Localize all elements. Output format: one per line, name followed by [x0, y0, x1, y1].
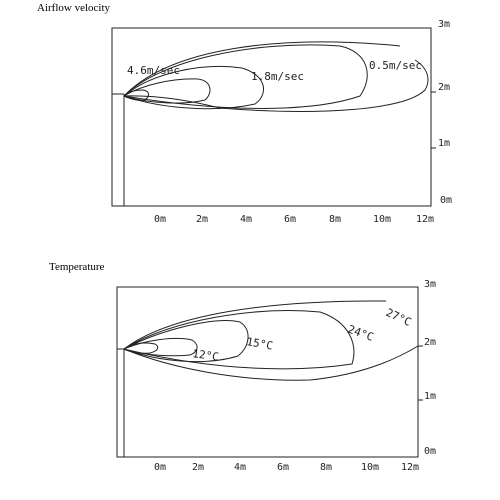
airflow-x-tick-6m: 6m — [284, 214, 297, 225]
airflow-frame — [112, 28, 431, 206]
airflow-y-tick-1m: 1m — [438, 138, 451, 149]
temperature-x-tick-6m: 6m — [277, 462, 290, 473]
airflow-y-tick-2m: 2m — [438, 82, 451, 93]
temperature-y-tick-1m: 1m — [424, 391, 437, 402]
temperature-panel — [117, 279, 436, 473]
airflow-title: Airflow velocity — [37, 2, 111, 14]
temperature-frame — [117, 287, 418, 457]
airflow-x-tick-8m: 8m — [329, 214, 342, 225]
temperature-label-27: 27°C — [383, 305, 414, 329]
airflow-label-1-8: 1.8m/sec — [251, 70, 304, 83]
airflow-x-tick-4m: 4m — [240, 214, 253, 225]
temperature-x-tick-4m: 4m — [234, 462, 247, 473]
temperature-y-tick-2m: 2m — [424, 337, 437, 348]
temperature-outlet-stem — [117, 349, 124, 457]
temperature-y-tick-0m: 0m — [424, 446, 437, 457]
temperature-y-tick-marks — [418, 346, 423, 400]
airflow-panel — [112, 19, 452, 225]
temperature-label-15: 15°C — [245, 335, 274, 353]
temperature-x-tick-10m: 10m — [361, 462, 380, 473]
airflow-y-tick-0m: 0m — [440, 195, 453, 206]
temperature-x-tick-8m: 8m — [320, 462, 333, 473]
airflow-label-0-5: 0.5m/sec — [369, 59, 422, 72]
airflow-x-tick-0m: 0m — [154, 214, 167, 225]
airflow-outlet-stem — [112, 94, 124, 206]
temperature-x-tick-0m: 0m — [154, 462, 167, 473]
temperature-label-24: 24°C — [345, 322, 376, 344]
airflow-x-tick-12m: 12m — [416, 214, 435, 225]
airflow-y-tick-3m: 3m — [438, 19, 451, 30]
airflow-x-tick-2m: 2m — [196, 214, 209, 225]
airflow-x-tick-10m: 10m — [373, 214, 392, 225]
temperature-label-12: 12°C — [191, 347, 220, 364]
temperature-x-tick-2m: 2m — [192, 462, 205, 473]
temperature-x-tick-12m: 12m — [401, 462, 420, 473]
airflow-y-tick-marks — [431, 92, 436, 148]
temperature-title: Temperature — [49, 261, 105, 273]
airflow-label-4-6: 4.6m/sec — [127, 64, 180, 77]
temperature-contour-inner — [124, 343, 158, 353]
temperature-y-tick-3m: 3m — [424, 279, 437, 290]
